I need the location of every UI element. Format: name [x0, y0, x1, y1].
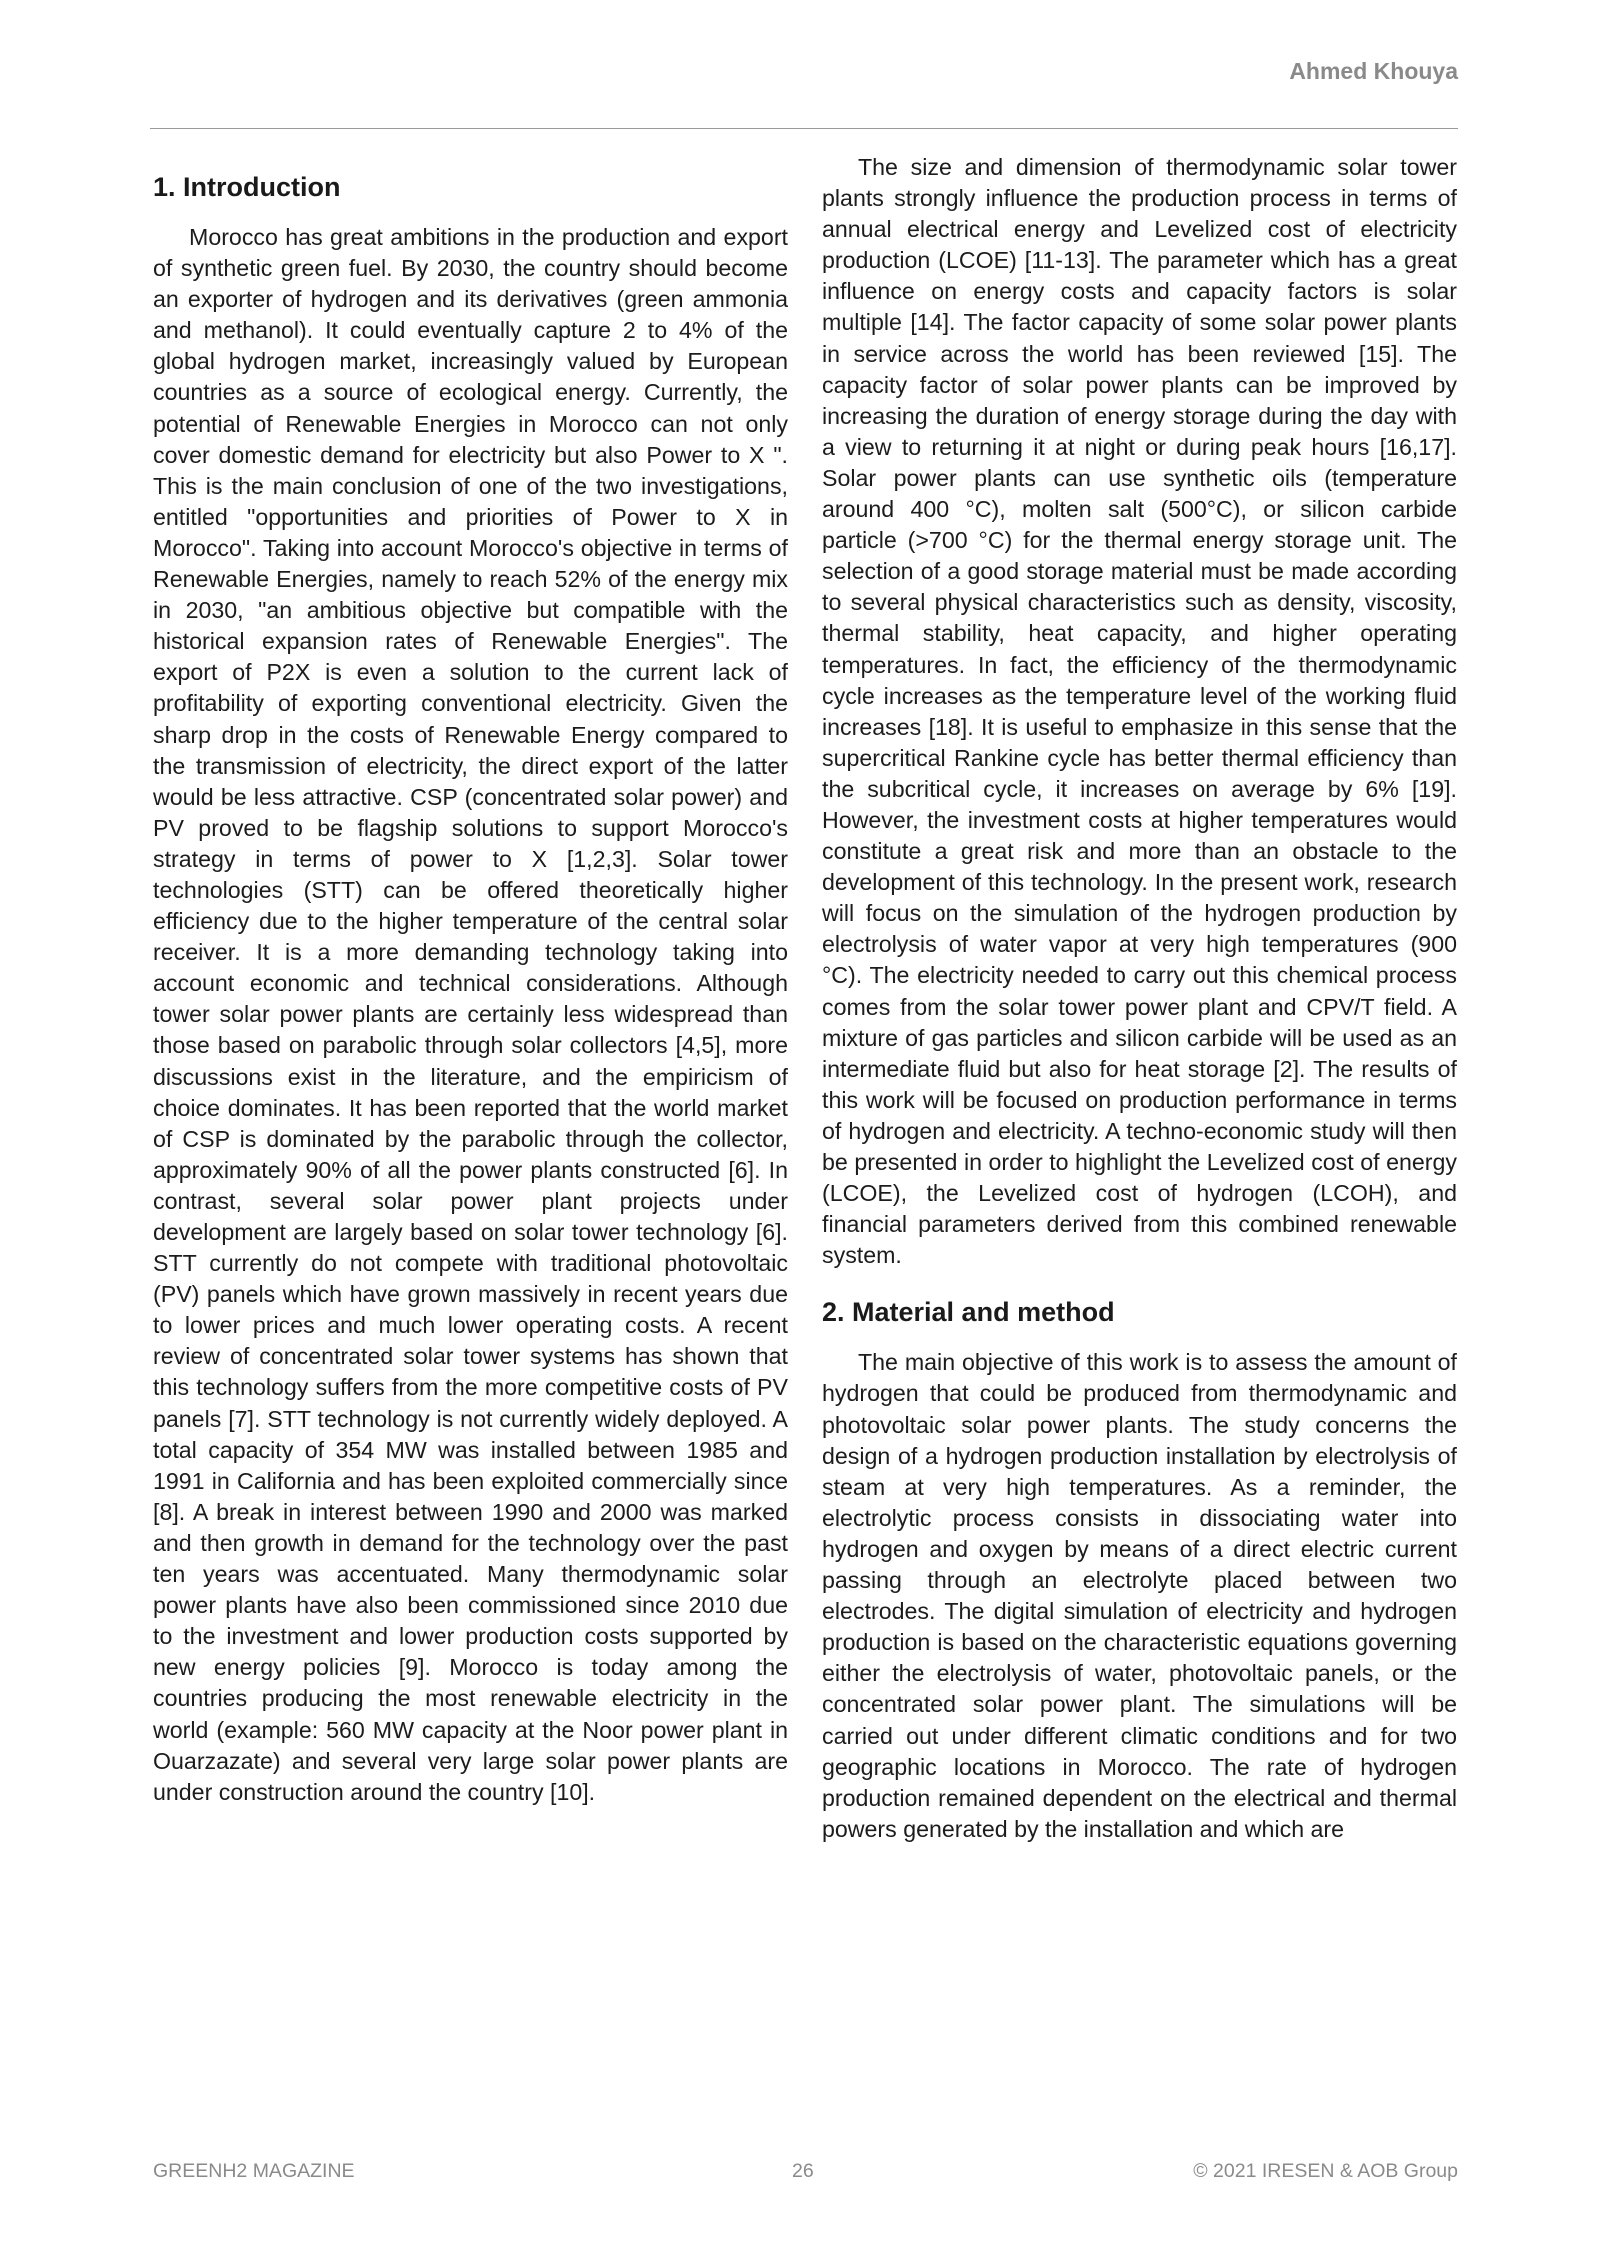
introduction-paragraph-continued: The size and dimension of thermodynamic solar tower plants strongly influence the production process in terms of annual electrical energy and Levelized cost of electricity production (LCOE) [11-13]. The parameter which has a great influence on energy costs and capacity factors is solar multiple [14]. The factor capacity of some solar power plants in service across the world has been reviewed [15]. The capacity factor of solar power plants can be improved by increasing the duration of energy storage during the day with a view to returning it at night or during peak hours [16,17]. Solar power plants can use synthetic oils (temperature around 400 °C), molten salt (500°C), or silicon carbide particle (>700 °C) for the thermal energy storage unit. The selection of a good storage material must be made according to several physical characteristics such as density, viscosity, thermal stability, heat capacity, and higher operating temperatures. In fact, the efficiency of the thermodynamic cycle increases as the temperature level of the working fluid increases [18]. It is useful to emphasize in this sense that the supercritical Rankine cycle has better thermal efficiency than the subcritical cycle, it increases on average by 6% [19]. However, the investment costs at higher temperatures would constitute a great risk and more than an obstacle to the development of this technology. In the present work, research will focus on the simulation of the hydrogen production by electrolysis of water vapor at very high temperatures (900 °C). The electricity needed to carry out this chemical process comes from the solar tower power plant and CPV/T field. A mixture of gas particles and silicon carbide will be used as an intermediate fluid but also for heat storage [2]. The results of this work will be focused on production performance in terms of hydrogen and electricity. A techno-economic study will then be presented in order to highlight the Levelized cost of energy (LCOE), the Levelized cost of hydrogen (LCOH), and financial parameters derived from this combined renewable system. — [822, 154, 1457, 1269]
footer-copyright: © 2021 IRESEN & AOB Group — [1193, 2160, 1458, 2182]
footer-publication: GREENH2 MAGAZINE — [153, 2160, 355, 2182]
left-column — [153, 160, 788, 1808]
header-author: Ahmed Khouya — [1289, 58, 1458, 84]
introduction-paragraph: Morocco has great ambitions in the production and export of synthetic green fuel. By 2030, the country should become an exporter of hydrogen and its derivatives (green ammonia and methanol). It could eventually capture 2 to 4% of the global hydrogen market, increasingly valued by European countries as a source of ecological energy. Currently, the potential of Renewable Energies in Morocco can not only cover domestic demand for electricity but also Power to X ". This is the main conclusion of one of the two investigations, entitled "opportunities and priorities of Power to X in Morocco". Taking into account Morocco's objective in terms of Renewable Energies, namely to reach 52% of the energy mix in 2030, "an ambitious objective but compatible with the historical expansion rates of Renewable Energies". The export of P2X is even a solution to the current lack of profitability of exporting conventional electricity. Given the sharp drop in the costs of Renewable Energy compared to the transmission of electricity, the direct export of the latter would be less attractive. CSP (concentrated solar power) and PV proved to be flagship solutions to support Morocco's strategy in terms of power to X [1,2,3]. Solar tower technologies (STT) can be offered theoretically higher efficiency due to the higher temperature of the central solar receiver. It is a more demanding technology taking into account economic and technical considerations. Although tower solar power plants are certainly less widespread than those based on parabolic through solar collectors [4,5], more discussions exist in the literature, and the empiricism of choice dominates. It has been reported that the world market of CSP is dominated by the parabolic through the collector, approximately 90% of all the power plants constructed [6]. In contrast, several solar power plant projects under development are largely based on solar tower technology [6]. STT currently do not compete with traditional photovoltaic (PV) panels which have grown massively in recent years due to lower prices and much lower operating costs. A recent review of concentrated solar tower systems has shown that this technology suffers from the more competitive costs of PV panels [7]. STT technology is not currently widely deployed. A total capacity of 354 MW was installed between 1985 and 1991 in California and has been exploited commercially since [8]. A break in interest between 1990 and 2000 was marked and then growth in demand for the technology over the past ten years was accentuated. Many thermodynamic solar power plants have also been commissioned since 2010 due to the investment and lower production costs supported by new energy policies [9]. Morocco is today among the countries producing the most renewable electricity in the world (example: 560 MW capacity at the Noor power plant in Ouarzazate) and several very large solar power plants are under construction around the country [10]. — [153, 224, 788, 1805]
material-method-paragraph: The main objective of this work is to assess the amount of hydrogen that could be produced from thermodynamic and photovoltaic solar power plants. The study concerns the design of a hydrogen production installation by electrolysis of steam at very high temperatures. As a reminder, the electrolytic process consists in dissociating water into hydrogen and oxygen by means of a direct electric current passing through an electrolyte placed between two electrodes. The digital simulation of electricity and hydrogen production is based on the characteristic equations governing either the electrolysis of water, photovoltaic panels, or the concentrated solar power plant. The simulations will be carried out under different climatic conditions and for two geographic locations in Morocco. The rate of hydrogen production remained dependent on the electrical and thermal powers generated by the installation and which are — [822, 1349, 1457, 1842]
footer-page-number: 26 — [792, 2160, 814, 2182]
material-method-heading: 2. Material and method — [822, 1297, 1115, 1328]
header-divider — [150, 128, 1458, 129]
right-column — [822, 152, 1457, 1845]
introduction-heading: 1. Introduction — [153, 172, 341, 202]
